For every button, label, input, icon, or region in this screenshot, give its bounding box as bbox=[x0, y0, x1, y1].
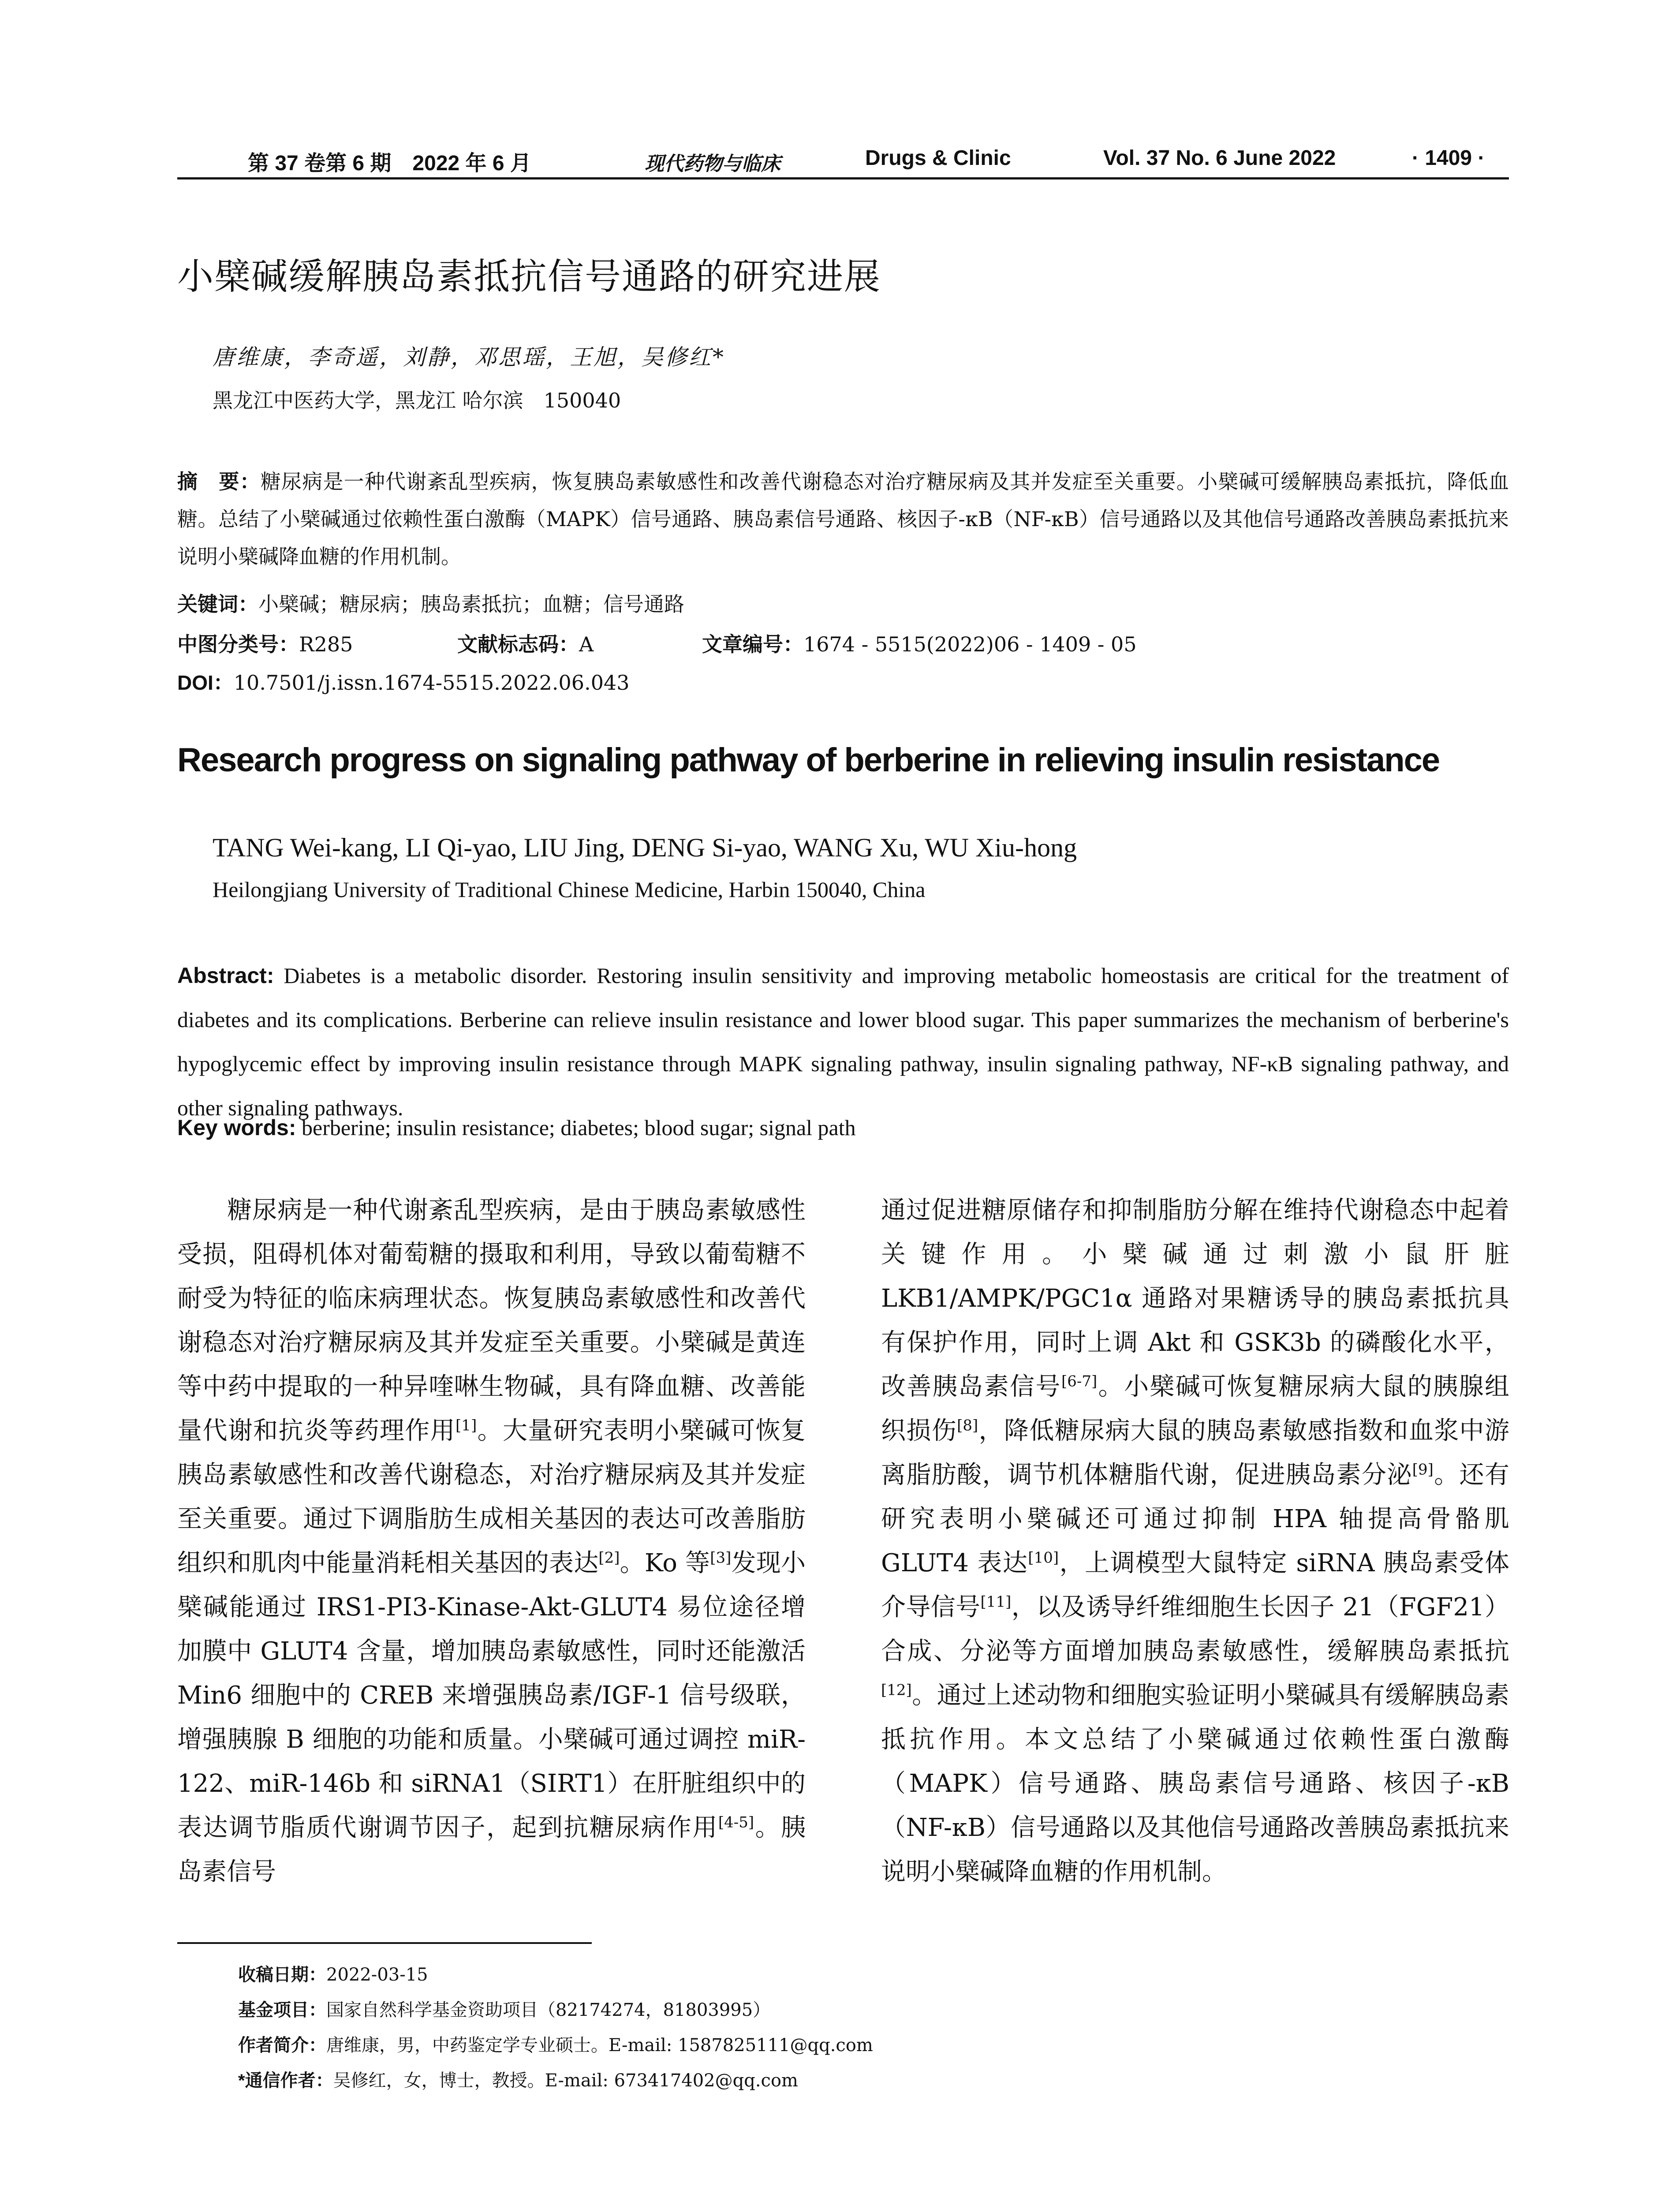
affiliation-en: Heilongjiang University of Traditional Chinese Medicine, Harbin 150040, China bbox=[213, 877, 926, 902]
author-bio-value: 唐维康，男，中药鉴定学专业硕士。E-mail: 1587825111@qq.com bbox=[326, 2035, 873, 2056]
citation-3: [3] bbox=[710, 1549, 732, 1567]
citation-6-7: [6-7] bbox=[1061, 1372, 1098, 1390]
keywords-en-label: Key words: bbox=[177, 1115, 296, 1140]
body-right-text-7: 。通过上述动物和细胞实验证明小檗碱具有缓解胰岛素抵抗作用。本文总结了小檗碱通过依赖性蛋白激酶（MAPK）信号通路、胰岛素信号通路、核因子-κB（NF-κB）信号通路以及其他信号通路改善胰岛素抵抗来说明小檗碱降血糖的作用机制。 bbox=[881, 1681, 1509, 1886]
clc-value: R285 bbox=[299, 632, 353, 656]
abstract-cn-text: 糖尿病是一种代谢紊乱型疾病，恢复胰岛素敏感性和改善代谢稳态对治疗糖尿病及其并发症至关重要。小檗碱可缓解胰岛素抵抗，降低血糖。总结了小檗碱通过依赖性蛋白激酶（MAPK）信号通路、胰岛素信号通路、核因子-κB（NF-κB）信号通路以及其他信号通路改善胰岛素抵抗来说明小檗碱降血糖的作用机制。 bbox=[177, 470, 1509, 568]
doc-code-value: A bbox=[579, 632, 594, 656]
body-left-text-5: 。胰岛素信号 bbox=[177, 1813, 806, 1886]
footnote-fund bbox=[238, 1996, 770, 2021]
citation-9: [9] bbox=[1412, 1461, 1434, 1479]
header-journal-en: Drugs & Clinic bbox=[865, 146, 1011, 170]
citation-1: [1] bbox=[455, 1416, 477, 1435]
body-right-text-2: 。小檗碱可恢复糖尿病大鼠的胰腺组织损伤 bbox=[881, 1372, 1510, 1445]
body-column-left bbox=[177, 1188, 806, 1894]
title-en: Research progress on signaling pathway of berberine in relieving insulin resistance bbox=[177, 741, 1440, 779]
body-left-text-4: 发现小檗碱能通过 IRS1-PI3-Kinase-Akt-GLUT4 易位途径增加膜中 GLUT4 含量，增加胰岛素敏感性，同时还能激活 Min6 细胞中的 CREB 来增强胰岛素/IGF-1 信号级联，增强胰腺 B 细胞的功能和质量。小檗碱可通过调控 miR-122、miR-146b 和 siRNA1（SIRT1）在肝脏组织中的表达调节脂质代谢调节因子，起到抗糖尿病作用 bbox=[177, 1549, 806, 1842]
body-right-text-5: ，上调模型大鼠特定 siRNA 胰岛素受体介导信号 bbox=[881, 1549, 1509, 1622]
author-bio-label: 作者简介： bbox=[238, 2036, 326, 2055]
keywords-cn-text: 小檗碱；糖尿病；胰岛素抵抗；血糖；信号通路 bbox=[258, 592, 684, 616]
doc-code bbox=[457, 628, 594, 658]
body-right-text-1: 通过促进糖原储存和抑制脂肪分解在维持代谢稳态中起着关键作用。小檗碱通过刺激小鼠肝脏 LKB1/AMPK/PGC1α 通路对果糖诱导的胰岛素抵抗具有保护作用，同时上调 Akt 和 GSK3b 的磷酸化水平，改善胰岛素信号 bbox=[881, 1196, 1509, 1401]
body-right-text-3: ，降低糖尿病大鼠的胰岛素敏感指数和血浆中游离脂肪酸，调节机体糖脂代谢，促进胰岛素分泌 bbox=[881, 1416, 1510, 1489]
fund-label: 基金项目： bbox=[238, 2000, 326, 2020]
header-rule bbox=[177, 177, 1509, 179]
clc-label: 中图分类号： bbox=[177, 633, 299, 656]
corresponding-label: *通信作者： bbox=[238, 2071, 333, 2090]
article-number bbox=[702, 628, 1137, 658]
header-journal-cn: 现代药物与临床 bbox=[645, 153, 780, 175]
authors-cn: 唐维康，李奇遥，刘静，邓思瑶，王旭，吴修红* bbox=[213, 344, 725, 370]
abstract-cn-label: 摘 要： bbox=[177, 470, 261, 493]
doc-code-label: 文献标志码： bbox=[457, 633, 579, 656]
affiliation-cn: 黑龙江中医药大学，黑龙江 哈尔滨 150040 bbox=[213, 389, 621, 412]
citation-8: [8] bbox=[957, 1416, 978, 1435]
footnote-corresponding bbox=[238, 2067, 798, 2092]
doi-line bbox=[177, 667, 630, 696]
citation-10: [10] bbox=[1028, 1549, 1059, 1567]
body-column-right bbox=[881, 1188, 1509, 1894]
doi-value: 10.7501/j.issn.1674-5515.2022.06.043 bbox=[233, 671, 630, 695]
title-cn: 小檗碱缓解胰岛素抵抗信号通路的研究进展 bbox=[177, 256, 881, 298]
authors-en: TANG Wei-kang, LI Qi-yao, LIU Jing, DENG Si-yao, WANG Xu, WU Xiu-hong bbox=[213, 833, 1077, 862]
citation-4-5: [4-5] bbox=[718, 1813, 754, 1831]
keywords-cn-label: 关键词： bbox=[177, 593, 258, 616]
header-volume-cn: 第 37 卷第 6 期 2022 年 6 月 bbox=[248, 152, 531, 175]
classification-line bbox=[177, 628, 1509, 658]
received-label: 收稿日期： bbox=[238, 1965, 326, 1984]
footnote-received bbox=[238, 1961, 428, 1986]
keywords-cn bbox=[177, 588, 684, 617]
abstract-cn bbox=[177, 463, 1509, 576]
header-page-number: · 1409 · bbox=[1412, 146, 1485, 170]
article-number-value: 1674 - 5515(2022)06 - 1409 - 05 bbox=[803, 632, 1137, 656]
footnote-rule bbox=[177, 1942, 592, 1944]
body-left-text-3: 。Ko 等 bbox=[620, 1549, 710, 1577]
article-number-label: 文章编号： bbox=[702, 633, 803, 656]
doi-label: DOI： bbox=[177, 671, 234, 694]
abstract-en bbox=[177, 953, 1509, 1130]
footnote-author bbox=[238, 2031, 873, 2056]
citation-11: [11] bbox=[980, 1593, 1012, 1611]
keywords-en bbox=[177, 1115, 856, 1140]
citation-2: [2] bbox=[598, 1549, 620, 1567]
abstract-en-label: Abstract: bbox=[177, 963, 274, 988]
body-right-text-6: ，以及诱导纤维细胞生长因子 21（FGF21）合成、分泌等方面增加胰岛素敏感性，缓解胰岛素抵抗 bbox=[881, 1593, 1510, 1666]
header-volume-en: Vol. 37 No. 6 June 2022 bbox=[1103, 146, 1336, 170]
body-right-text-4: 。还有研究表明小檗碱还可通过抑制 HPA 轴提高骨骼肌 GLUT4 表达 bbox=[881, 1461, 1510, 1577]
received-value: 2022-03-15 bbox=[326, 1965, 428, 1985]
body-left-text-2: 。大量研究表明小檗碱可恢复胰岛素敏感性和改善代谢稳态，对治疗糖尿病及其并发症至关重要。通过下调脂肪生成相关基因的表达可改善脂肪组织和肌肉中能量消耗相关基因的表达 bbox=[177, 1416, 806, 1577]
fund-value: 国家自然科学基金资助项目（82174274，81803995） bbox=[326, 2000, 771, 2020]
abstract-en-text: Diabetes is a metabolic disorder. Restoring insulin sensitivity and improving metabolic homeostasis are critical for the treatment of diabetes and its complications. Berberine can relieve insulin resistance and lower blood sugar. This paper summarizes the mechanism of berberine's hypoglycemic effect by improving insulin resistance through MAPK signaling pathway, insulin signaling pathway, NF-κB signaling pathway, and other signaling pathways. bbox=[177, 963, 1509, 1120]
running-header bbox=[177, 139, 1509, 179]
body-left-text-1: 糖尿病是一种代谢紊乱型疾病，是由于胰岛素敏感性受损，阻碍机体对葡萄糖的摄取和利用，导致以葡萄糖不耐受为特征的临床病理状态。恢复胰岛素敏感性和改善代谢稳态对治疗糖尿病及其并发症至关重要。小檗碱是黄连等中药中提取的一种异喹啉生物碱，具有降血糖、改善能量代谢和抗炎等药理作用 bbox=[177, 1196, 806, 1445]
citation-12: [12] bbox=[881, 1681, 912, 1699]
corresponding-value: 吴修红，女，博士，教授。E-mail: 673417402@qq.com bbox=[333, 2070, 798, 2091]
keywords-en-text: berberine; insulin resistance; diabetes; blood sugar; signal path bbox=[302, 1115, 856, 1140]
